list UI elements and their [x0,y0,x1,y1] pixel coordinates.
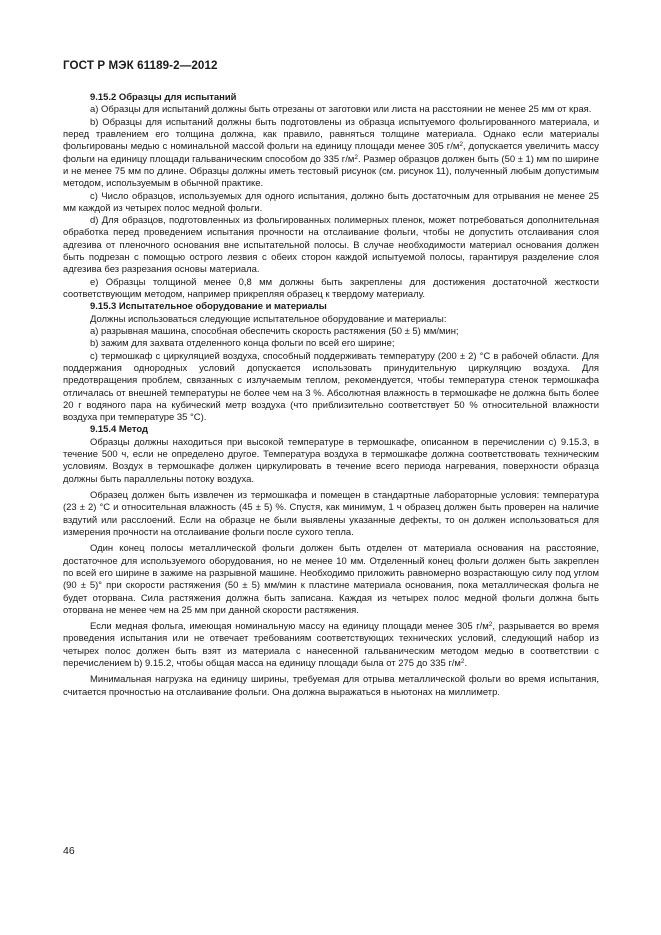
paragraph: Минимальная нагрузка на единицу ширины, требуемая для отрыва металлической фольги во время испытания, считается прочностью на отслаивание фольги. Она должна выражаться в ньютонах на миллиметр. [63,674,599,698]
paragraph: Образцы должны находиться при высокой температуре в термошкафе, описанном в перечислении с) 9.15.3, в течение 500 ч, если не определено другое. Температура воздуха в термошкафе должна соответствовать техническим условиям. Воздух в термошкафе должен циркулировать в течение всего периода нагревания, поверхности образца должны быть параллельны потоку воздуха. [63,436,599,485]
paragraph [63,621,599,670]
section-heading: 9.15.4 Метод [90,424,148,436]
superscript: 2 [459,141,463,149]
paragraph: Образец должен быть извлечен из термошкафа и помещен в стандартные лабораторные условия: температура (23 ± 2) °С и относительная влажность (45 ± 5) %. Спустя, как минимум, 1 ч образец должен быть проверен на наличие вздутий или расслоений. Если на образце не были выявлены указанные дефекты, то он должен использоваться для измерения прочности на отслаивание фольги после сухого тепла. [63,490,599,538]
paragraph: с) Число образцов, используемых для одного испытания, должно быть достаточным для отрывания не менее 25 мм каждой из четырех полос медной фольги. [63,190,599,214]
text-run: , разрывается во время проведения испытания или не отвечает требованиям соответствующих технических условий, следующий набор из четырех полос должен быть взят из материала с нанесенной гальваническим методом медью в соответствии с перечислением b) 9.15.2, чтобы общая масса на единицу площади была от 275 до 335 г/м [63,621,599,670]
document-header: ГОСТ Р МЭК 61189-2—2012 [63,59,218,72]
paragraph: а) разрывная машина, способная обеспечить скорость растяжения (50 ± 5) мм/мин; [90,325,459,337]
section-heading: 9.15.2 Образцы для испытаний [90,92,237,103]
superscript: 2 [488,621,493,629]
paragraph: b) зажим для захвата отделенного конца фольги по всей его ширине; [90,338,395,350]
text-run: . Размер образцов должен быть (50 ± 1) мм по ширине и не менее 75 мм по длине. Образцы должны иметь тестовый рисунок (см. рисунок 11), полученный любым допустимым методом, используемым в обычной практике. [63,153,599,190]
paragraph: с) термошкаф с циркуляцией воздуха, способный поддерживать температуру (200 ± 2) °С в рабочей области. Для поддержания однородных условий допускается использовать принудительную циркуляцию воздуха. Для предотвращения проблем, связанных с излучаемым теплом, рекомендуется, чтобы температура стенок термошкафа отличалась от внешней температуры не более чем на 3 %. Абсолютная влажность в термошкафе не должна быть более 20 г водяного пара на кубический метр воздуха (что приблизительно соответствует 50 % относительной влажности воздуха при температуре 35 °С). [63,350,599,424]
paragraph: d) Для образцов, подготовленных из фольгированных полимерных пленок, может потребоваться дополнительная обработка перед проведением испытания прочности на отслаивание фольги, чтобы не допустить отслаивания слоя адгезива от пленочного основания вне испытательной полосы. В случае необходимости материал основания должен быть подрезан с помощью острого лезвия с обеих сторон каждой испытуемой полосы, гарантируя разделение слоя адгезива без разрезания основы материала. [63,215,599,276]
text-run: , допускается увеличить массу фольги на единицу площади гальваническим способом до 335 г/м [63,141,599,165]
superscript: 2 [354,153,358,161]
text-run: . [464,658,468,670]
text-run: b) Образцы для испытаний должны быть подготовлены из образца испытуемого фольгированного материала, и перед травлением его толщина должна, как правило, равняться толщине материала. Однако если материалы фольгированы медью с номинальной массой фольги на единицу площади менее 305 г/м [63,116,599,153]
page-number: 46 [63,845,75,857]
paragraph: Должны использоваться следующие испытательное оборудование и материалы: [90,313,447,325]
paragraph: Один конец полосы металлической фольги должен быть отделен от материала основания на расстояние, достаточное для используемого оборудования, но не менее 10 мм. Отделенный конец фольги должен быть закреплен по всей его ширине в зажиме на разрывной машине. Необходимо приложить равномерно возрастающую силу под углом (90 ± 5)° при скорости растяжения (50 ± 5) мм/мин к пластине материала основания, пока металлическая фольга не будет оторвана. Сила растяжения должна быть записана. Каждая из четырех полос медной фольги должна быть оторвана не менее чем на 25 мм при данной скорости растяжения. [63,543,599,616]
paragraph: е) Образцы толщиной менее 0,8 мм должны быть закреплены для достижения достаточной жесткости соответствующим методом, например прикрепляя образец к твердому материалу. [63,276,599,300]
page-content [63,92,599,699]
section-heading: 9.15.3 Испытательное оборудование и материалы [90,301,327,313]
paragraph: а) Образцы для испытаний должны быть отрезаны от заготовки или листа на расстоянии не менее 25 мм от края. [90,104,592,116]
superscript: 2 [460,658,465,666]
text-run: Если медная фольга, имеющая номинальную массу на единицу площади менее 305 г/м [90,621,489,633]
paragraph [63,117,599,191]
